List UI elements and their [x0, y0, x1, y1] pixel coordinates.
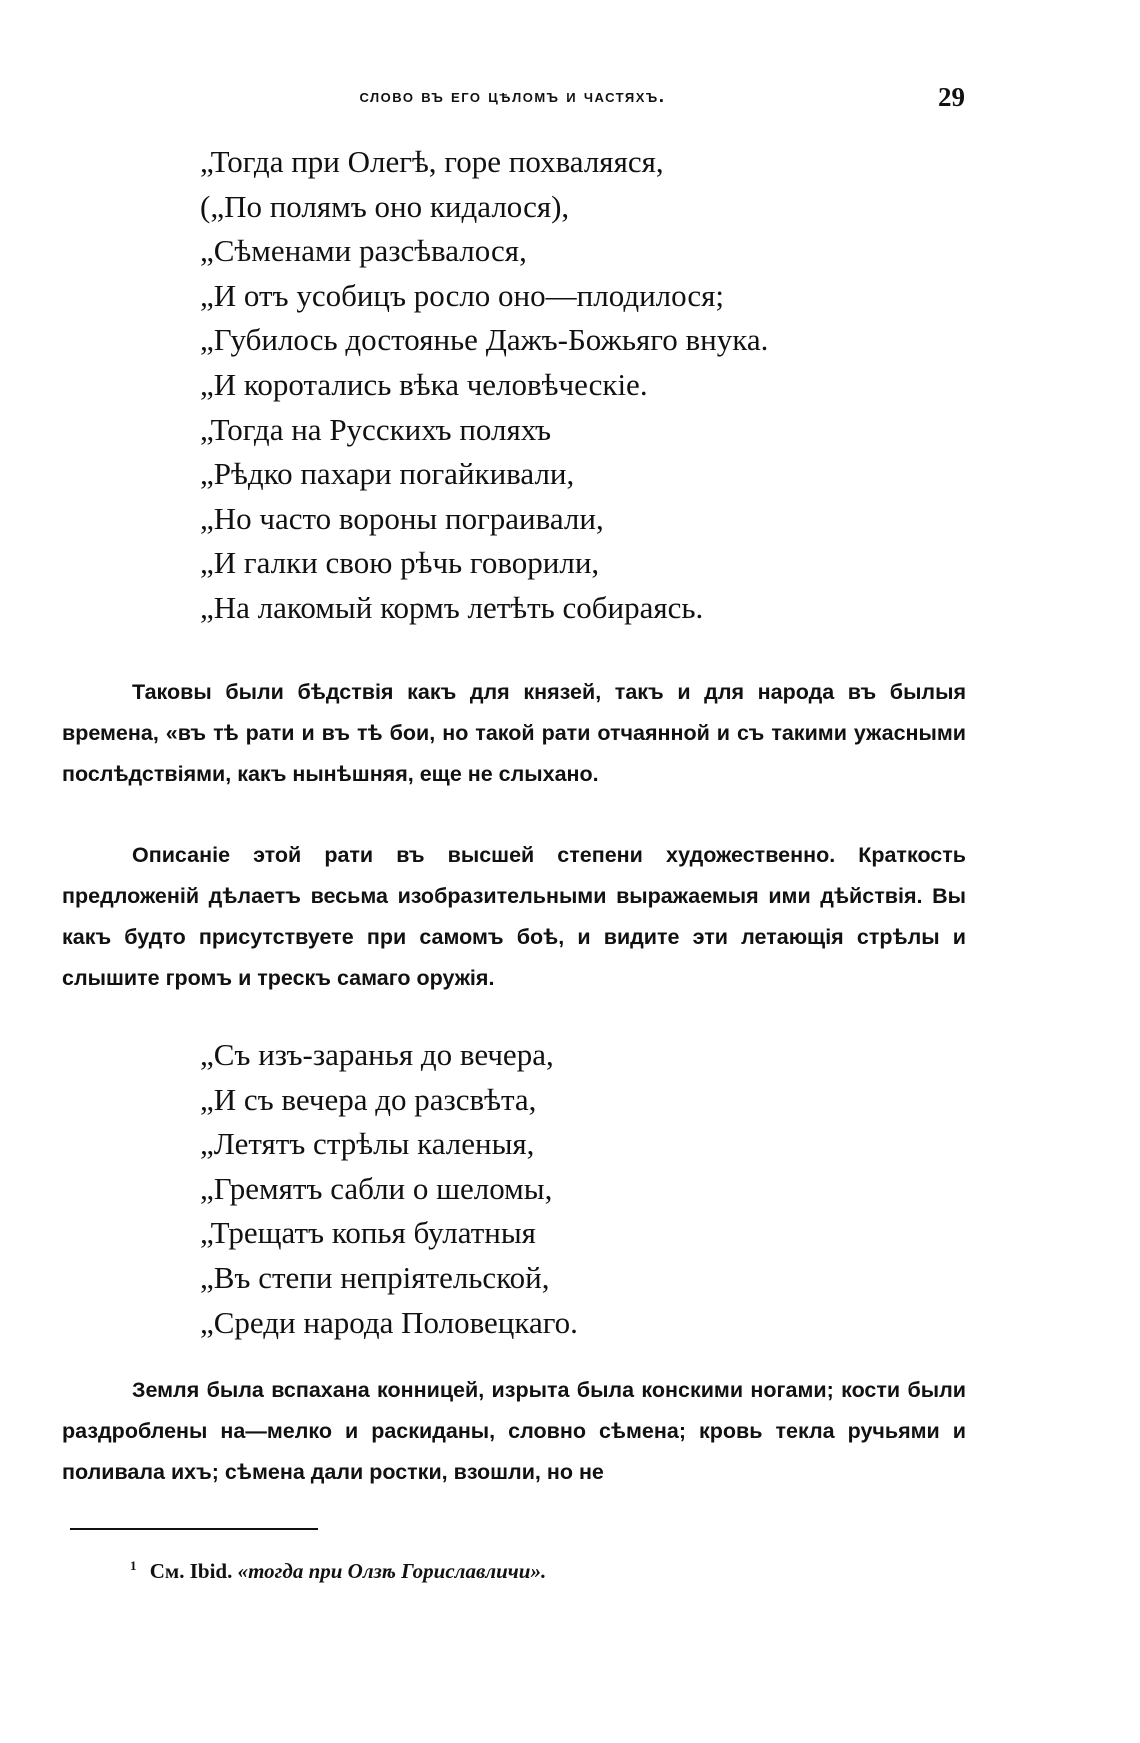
verse-line: „Рѣдко пахари погайкивали,: [200, 456, 575, 492]
verse-line: „Сѣменами разсѣвалося,: [200, 233, 527, 269]
body-paragraph-1: Таковы были бѣдствія какъ для князей, такъ и для народа въ былыя времена, «въ тѣ рати и въ тѣ бои, но такой рати отчаянной и съ такими ужасными послѣдствіями, какъ нынѣшняя, еще не слыхано.: [62, 680, 966, 786]
verse-line: „И отъ усобицъ росло оно—плодилося;: [200, 277, 725, 313]
page-number: 29: [938, 82, 965, 112]
body-paragraph-3: Земля была вспахана конницей, изрыта была конскими ногами; кости были раздроблены на—мелко и раскиданы, словно сѣмена; кровь текла ручьями и поливала ихъ; сѣмена дали ростки, взошли, но не: [62, 1378, 966, 1484]
verse-block-1: [200, 140, 768, 631]
footnote-rule: [70, 1528, 318, 1530]
body-paragraph-2: Описаніе этой рати въ высшей степени художественно. Краткость предложеній дѣлаетъ весьма изобразительными выражаемыя ими дѣйствія. Вы какъ будто присутствуете при самомъ боѣ, и видите эти летающія стрѣлы и слышите громъ и трескъ самаго оружія.: [62, 843, 966, 990]
verse-line: „Съ изъ-заранья до вечера,: [200, 1037, 554, 1072]
verse-line: „Летятъ стрѣлы каленыя,: [200, 1126, 535, 1162]
verse-line: „Губилось достоянье Дажъ-Божьяго внука.: [200, 322, 769, 358]
verse-line: „И галки свою рѣчь говорили,: [200, 545, 600, 581]
verse-line: („По полямъ оно кидалося),: [200, 188, 570, 224]
verse-line: „На лакомый кормъ летѣть собираясь.: [200, 589, 704, 625]
verse-line: „Трещатъ копья булатныя: [200, 1215, 536, 1251]
footnote-text: См. Ibid.: [149, 1559, 233, 1583]
verse-line: „Тогда при Олегѣ, горе похваляяся,: [200, 144, 664, 179]
verse-line: „И съ вечера до разсвѣта,: [200, 1081, 537, 1117]
footnote: [130, 1558, 546, 1584]
running-title: слово въ его цѣломъ и частяхъ.: [359, 86, 666, 107]
page-header: [60, 82, 965, 122]
verse-block-2: [200, 1033, 578, 1345]
verse-line: „Но часто вороны пограивали,: [200, 500, 604, 536]
verse-line: „И коротались вѣка человѣческіе.: [200, 366, 648, 402]
verse-line: „Въ степи непріятельской,: [200, 1259, 550, 1295]
verse-line: „Тогда на Русскихъ поляхъ: [200, 411, 552, 447]
verse-line: „Среди народа Половецкаго.: [200, 1304, 578, 1340]
footnote-mark: 1: [130, 1558, 137, 1573]
verse-line: „Гремятъ сабли о шеломы,: [200, 1170, 553, 1206]
footnote-quote: «тогда при Олзѣ Гориславличи».: [237, 1559, 547, 1583]
